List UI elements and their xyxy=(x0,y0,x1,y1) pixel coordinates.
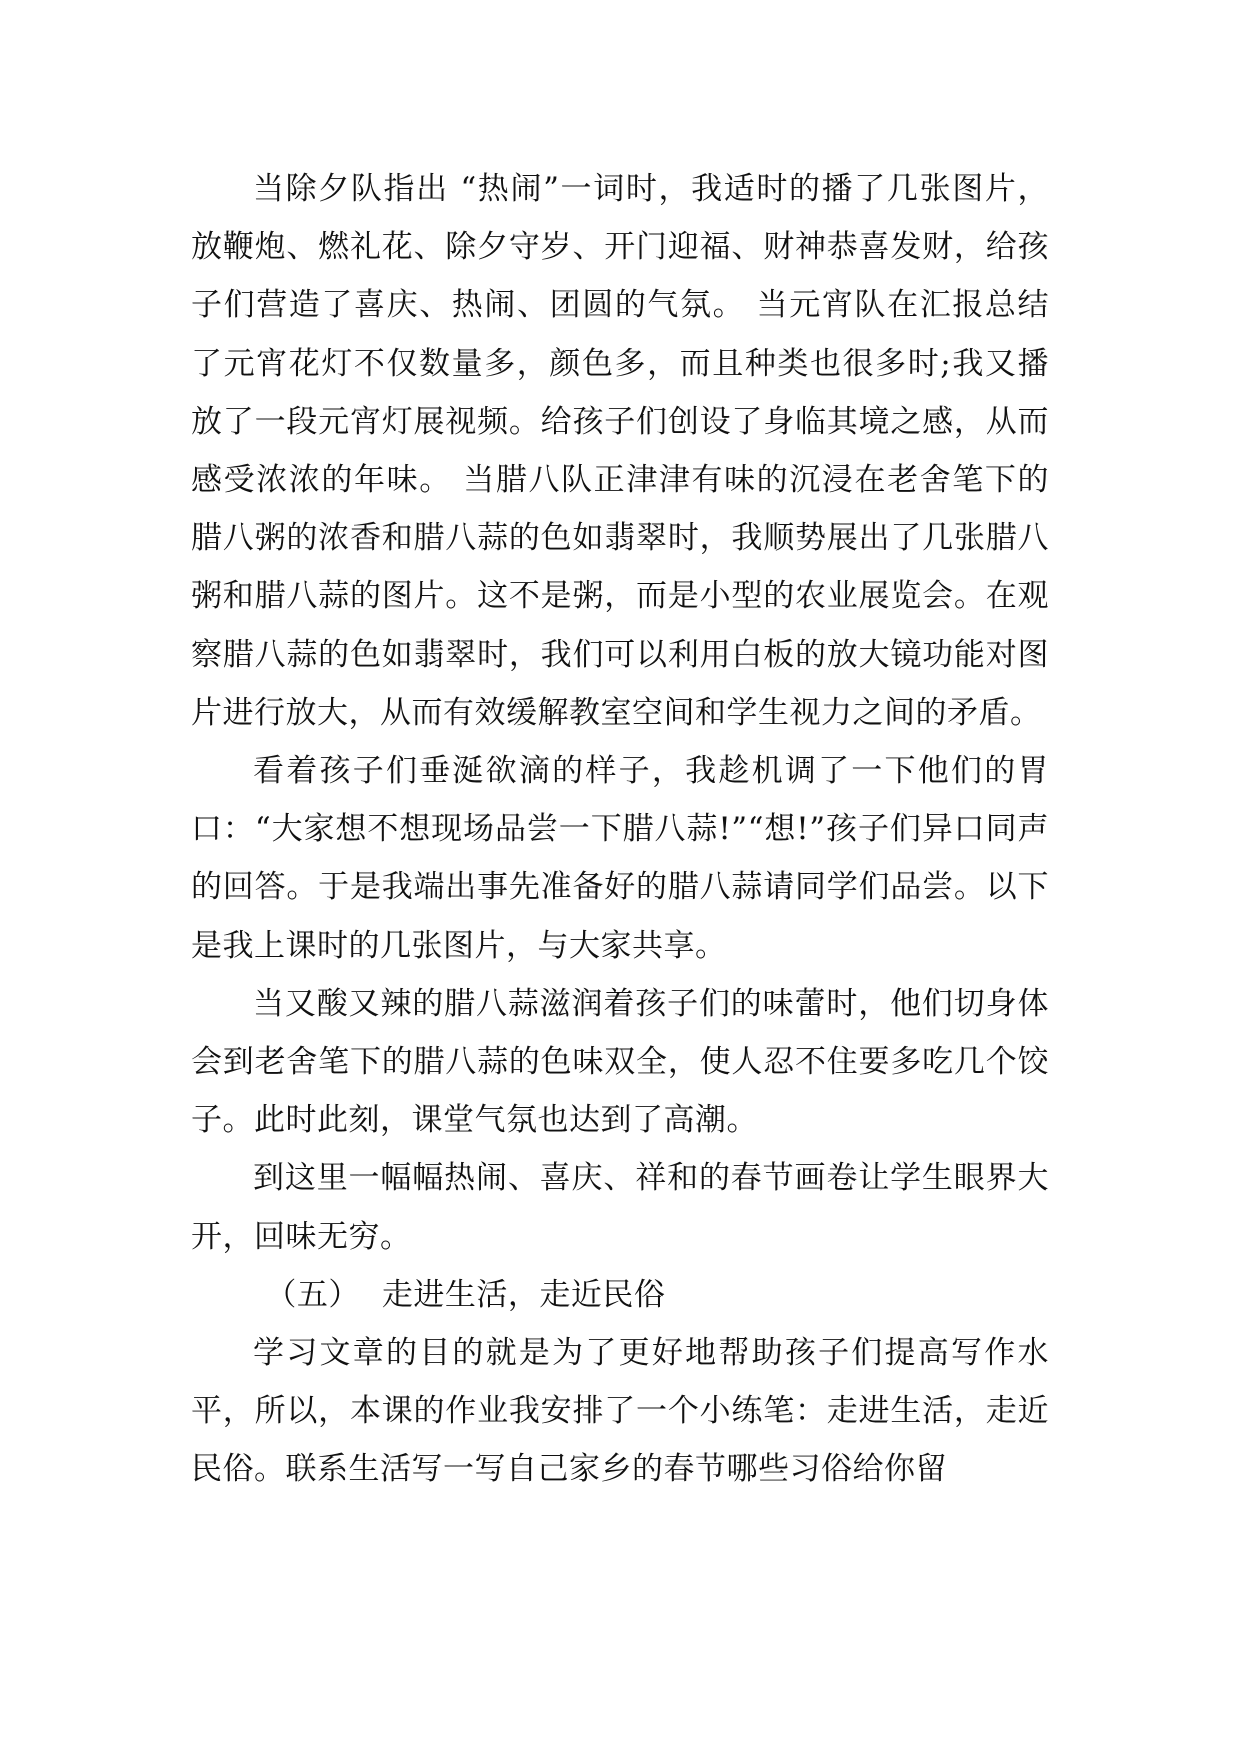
paragraph-homework: 学习文章的目的就是为了更好地帮助孩子们提高写作水平，所以，本课的作业我安排了一个小练笔：走进生活，走近民俗。联系生活写一写自己家乡的春节哪些习俗给你留 xyxy=(191,1335,1049,1488)
paragraph-climax: 当又酸又辣的腊八蒜滋润着孩子们的味蕾时，他们切身体会到老舍笔下的腊八蒜的色味双全，使人忍不住要多吃几个饺子。此时此刻，课堂气氛也达到了高潮。 xyxy=(191,985,1049,1139)
section-heading xyxy=(191,1266,1049,1324)
paragraph-tasting: 看着孩子们垂涎欲滴的样子，我趁机调了一下他们的胃口：“大家想不想现场品尝一下腊八蒜!”“想!”孩子们异口同声的回答。于是我端出事先准备好的腊八蒜请同学们品尝。以下是我上课时的几张图片，与大家共享。 xyxy=(191,753,1049,964)
paragraph-festival-teams: 当除夕队指出 “热闹”一词时，我适时的播了几张图片，放鞭炮、燃礼花、除夕守岁、开门迎福、财神恭喜发财，给孩子们营造了喜庆、热闹、团圆的气氛。 当元宵队在汇报总结了元宵花灯不仅数量多，颜色多，而且种类也很多时;我又播放了一段元宵灯展视频。给孩子们创设了身临其境之感，从而感受浓浓的年味。 当腊八队正津津有味的沉浸在老舍笔下的腊八粥的浓香和腊八蒜的色如翡翠时，我顺势展出了几张腊八粥和腊八蒜的图片。这不是粥，而是小型的农业展览会。在观察腊八蒜的色如翡翠时，我们可以利用白板的放大镜功能对图片进行放大，从而有效缓解教室空间和学生视力之间的矛盾。 xyxy=(191,171,1049,731)
document-body xyxy=(191,160,1049,1499)
section-number: （五） xyxy=(265,1276,360,1313)
section-title: 走进生活，走近民俗 xyxy=(381,1276,666,1313)
paragraph-summary: 到这里一幅幅热闹、喜庆、祥和的春节画卷让学生眼界大开，回味无穷。 xyxy=(191,1160,1049,1255)
